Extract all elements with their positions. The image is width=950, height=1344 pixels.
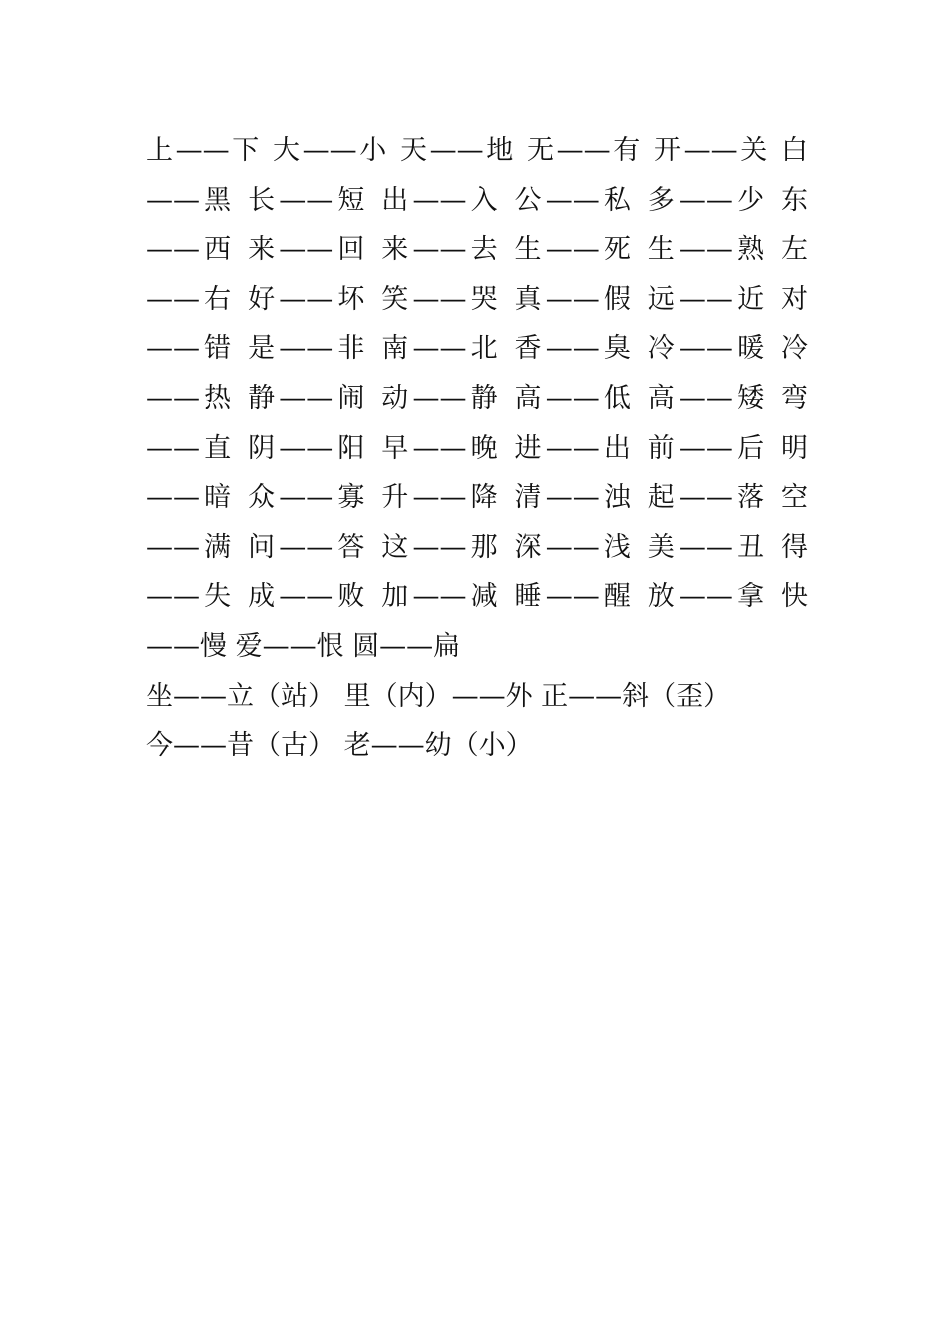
text-line: ——右 好——坏 笑——哭 真——假 远——近 对 xyxy=(146,283,808,315)
text-line: ——错 是——非 南——北 香——臭 冷——暖 冷 xyxy=(146,333,808,365)
text-line: ——满 问——答 这——那 深——浅 美——丑 得 xyxy=(146,531,808,563)
text-line: 上——下 大——小 天——地 无——有 开——关 白 xyxy=(146,135,808,166)
text-line: ——失 成——败 加——减 睡——醒 放——拿 快 xyxy=(146,581,808,613)
antonym-list xyxy=(146,126,808,771)
text-line: ——热 静——闹 动——静 高——低 高——矮 弯 xyxy=(146,382,808,414)
text-line: ——西 来——回 来——去 生——死 生——熟 左 xyxy=(146,234,808,266)
text-line: 今——昔（古） 老——幼（小） xyxy=(146,730,533,762)
text-line: 坐——立（站） 里（内）——外 正——斜（歪） xyxy=(146,680,731,712)
text-line: ——慢 爱——恨 圆——扁 xyxy=(146,630,461,662)
text-line: ——黑 长——短 出——入 公——私 多——少 东 xyxy=(146,184,808,216)
text-line: ——暗 众——寡 升——降 清——浊 起——落 空 xyxy=(146,482,808,514)
text-line: ——直 阴——阳 早——晚 进——出 前——后 明 xyxy=(146,432,808,464)
